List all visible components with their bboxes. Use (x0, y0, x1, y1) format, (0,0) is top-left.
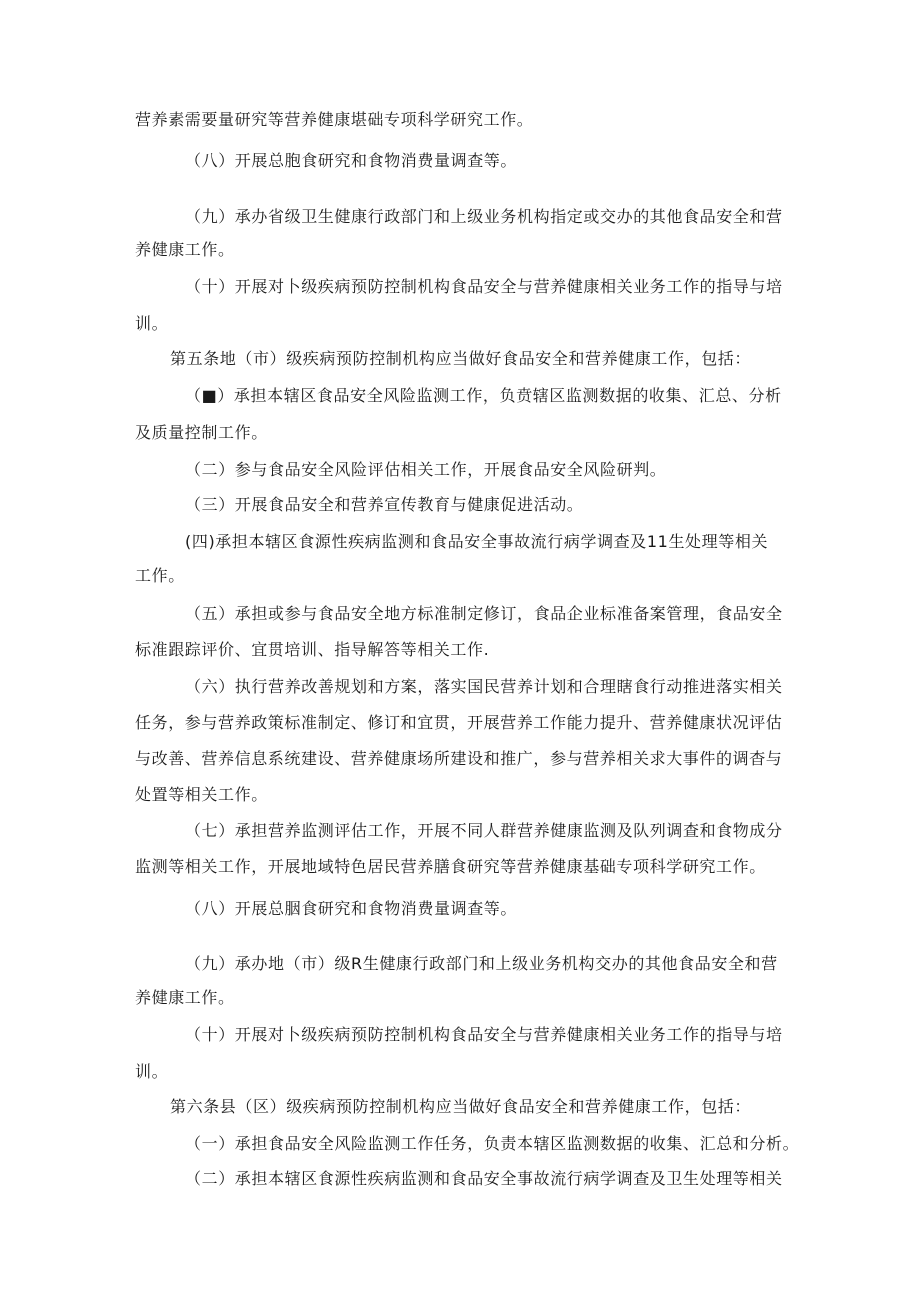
text-line: 及质量控制工作。 (135, 423, 268, 442)
text-line: （三）开展食品安全和营养宣传教育与健康促进活动。 (185, 495, 584, 514)
text-line: 营养素需要量研究等营养健康堪础专项科学研究工作。 (135, 110, 534, 129)
text-line: 养健康工作。 (135, 988, 235, 1007)
text-line: （六）执行营养改善规划和方案，落实国民营养计划和合理瞎食行动推进落实相关 (185, 677, 783, 696)
text-line: （九）承办省级卫生健康行政部门和上级业务机构指定或交办的其他食品安全和营 (185, 207, 783, 226)
text-line: （二）参与食品安全风险评估相关工作，开展食品安全风险研判。 (185, 460, 667, 479)
text-line: 监测等相关工作，开展地域特色居民营养膳食研究等营养健康基础专项科学研究工作。 (135, 857, 766, 876)
text-line: 处置等相关工作。 (135, 785, 268, 804)
text-line: 任务，参与营养政策标准制定、修订和宜贯，开展营养工作能力提升、营养健康状况评估 (135, 713, 783, 732)
text-line: （五）承担或参与食品安全地方标准制定修订，食品企业标准备案管理，食品安全 (185, 604, 783, 623)
text-line: 训。 (135, 314, 169, 333)
text-line: (四)承担本辖区食源性疾病监测和食品安全事故流行病学调查及11生处理等相关 (185, 532, 769, 551)
text-line: 标准跟踪评价、宜贯培训、指导解答等相关工作. (135, 640, 490, 659)
text-line: 训。 (135, 1062, 169, 1081)
text-line: 工作。 (135, 566, 185, 585)
text-line: （八）开展总胞食研究和食物消费量调查等。 (185, 151, 518, 170)
text-line: （十）开展对卜级疾病预防控制机构食品安全与营养健康相关业务工作的指导与培 (185, 277, 783, 296)
text-line: （一）承担食品安全风险监测工作任务，负责本辖区监测数据的收集、汇总和分析。 (185, 1134, 800, 1153)
section-heading: 第五条地（市）级疾病预防控制机构应当做好食品安全和营养健康工作，包括： (170, 349, 752, 368)
text-line: 养健康工作。 (135, 240, 235, 259)
text-line: （八）开展总胭食研究和食物消费量调查等。 (185, 899, 518, 918)
text-line: （七）承担营养监测评估工作，开展不同人群营养健康监测及队列调查和食物成分 (185, 821, 783, 840)
section-heading: 第六条县（区）级疾病预防控制机构应当做好食品安全和营养健康工作，包括： (170, 1097, 752, 1116)
text-line: （■）承担本辖区食品安全风险监测工作，负贲辖区监测数据的收集、汇总、分析 (185, 386, 782, 405)
text-line: 与改善、营养信息系统建设、营养健康场所建设和推广，参与营养相关求大事件的调杳与 (135, 749, 783, 768)
text-line: （二）承担本辖区食源性疾病监测和食品安全事故流行病学调查及卫生处理等相关 (185, 1169, 783, 1188)
text-line: （十）开展对卜级疾病预防控制机构食品安全与营养健康相关业务工作的指导与培 (185, 1025, 783, 1044)
text-line: （九）承办地（市）级R生健康行政部门和上级业务机构交办的其他食品安全和营 (185, 954, 778, 973)
